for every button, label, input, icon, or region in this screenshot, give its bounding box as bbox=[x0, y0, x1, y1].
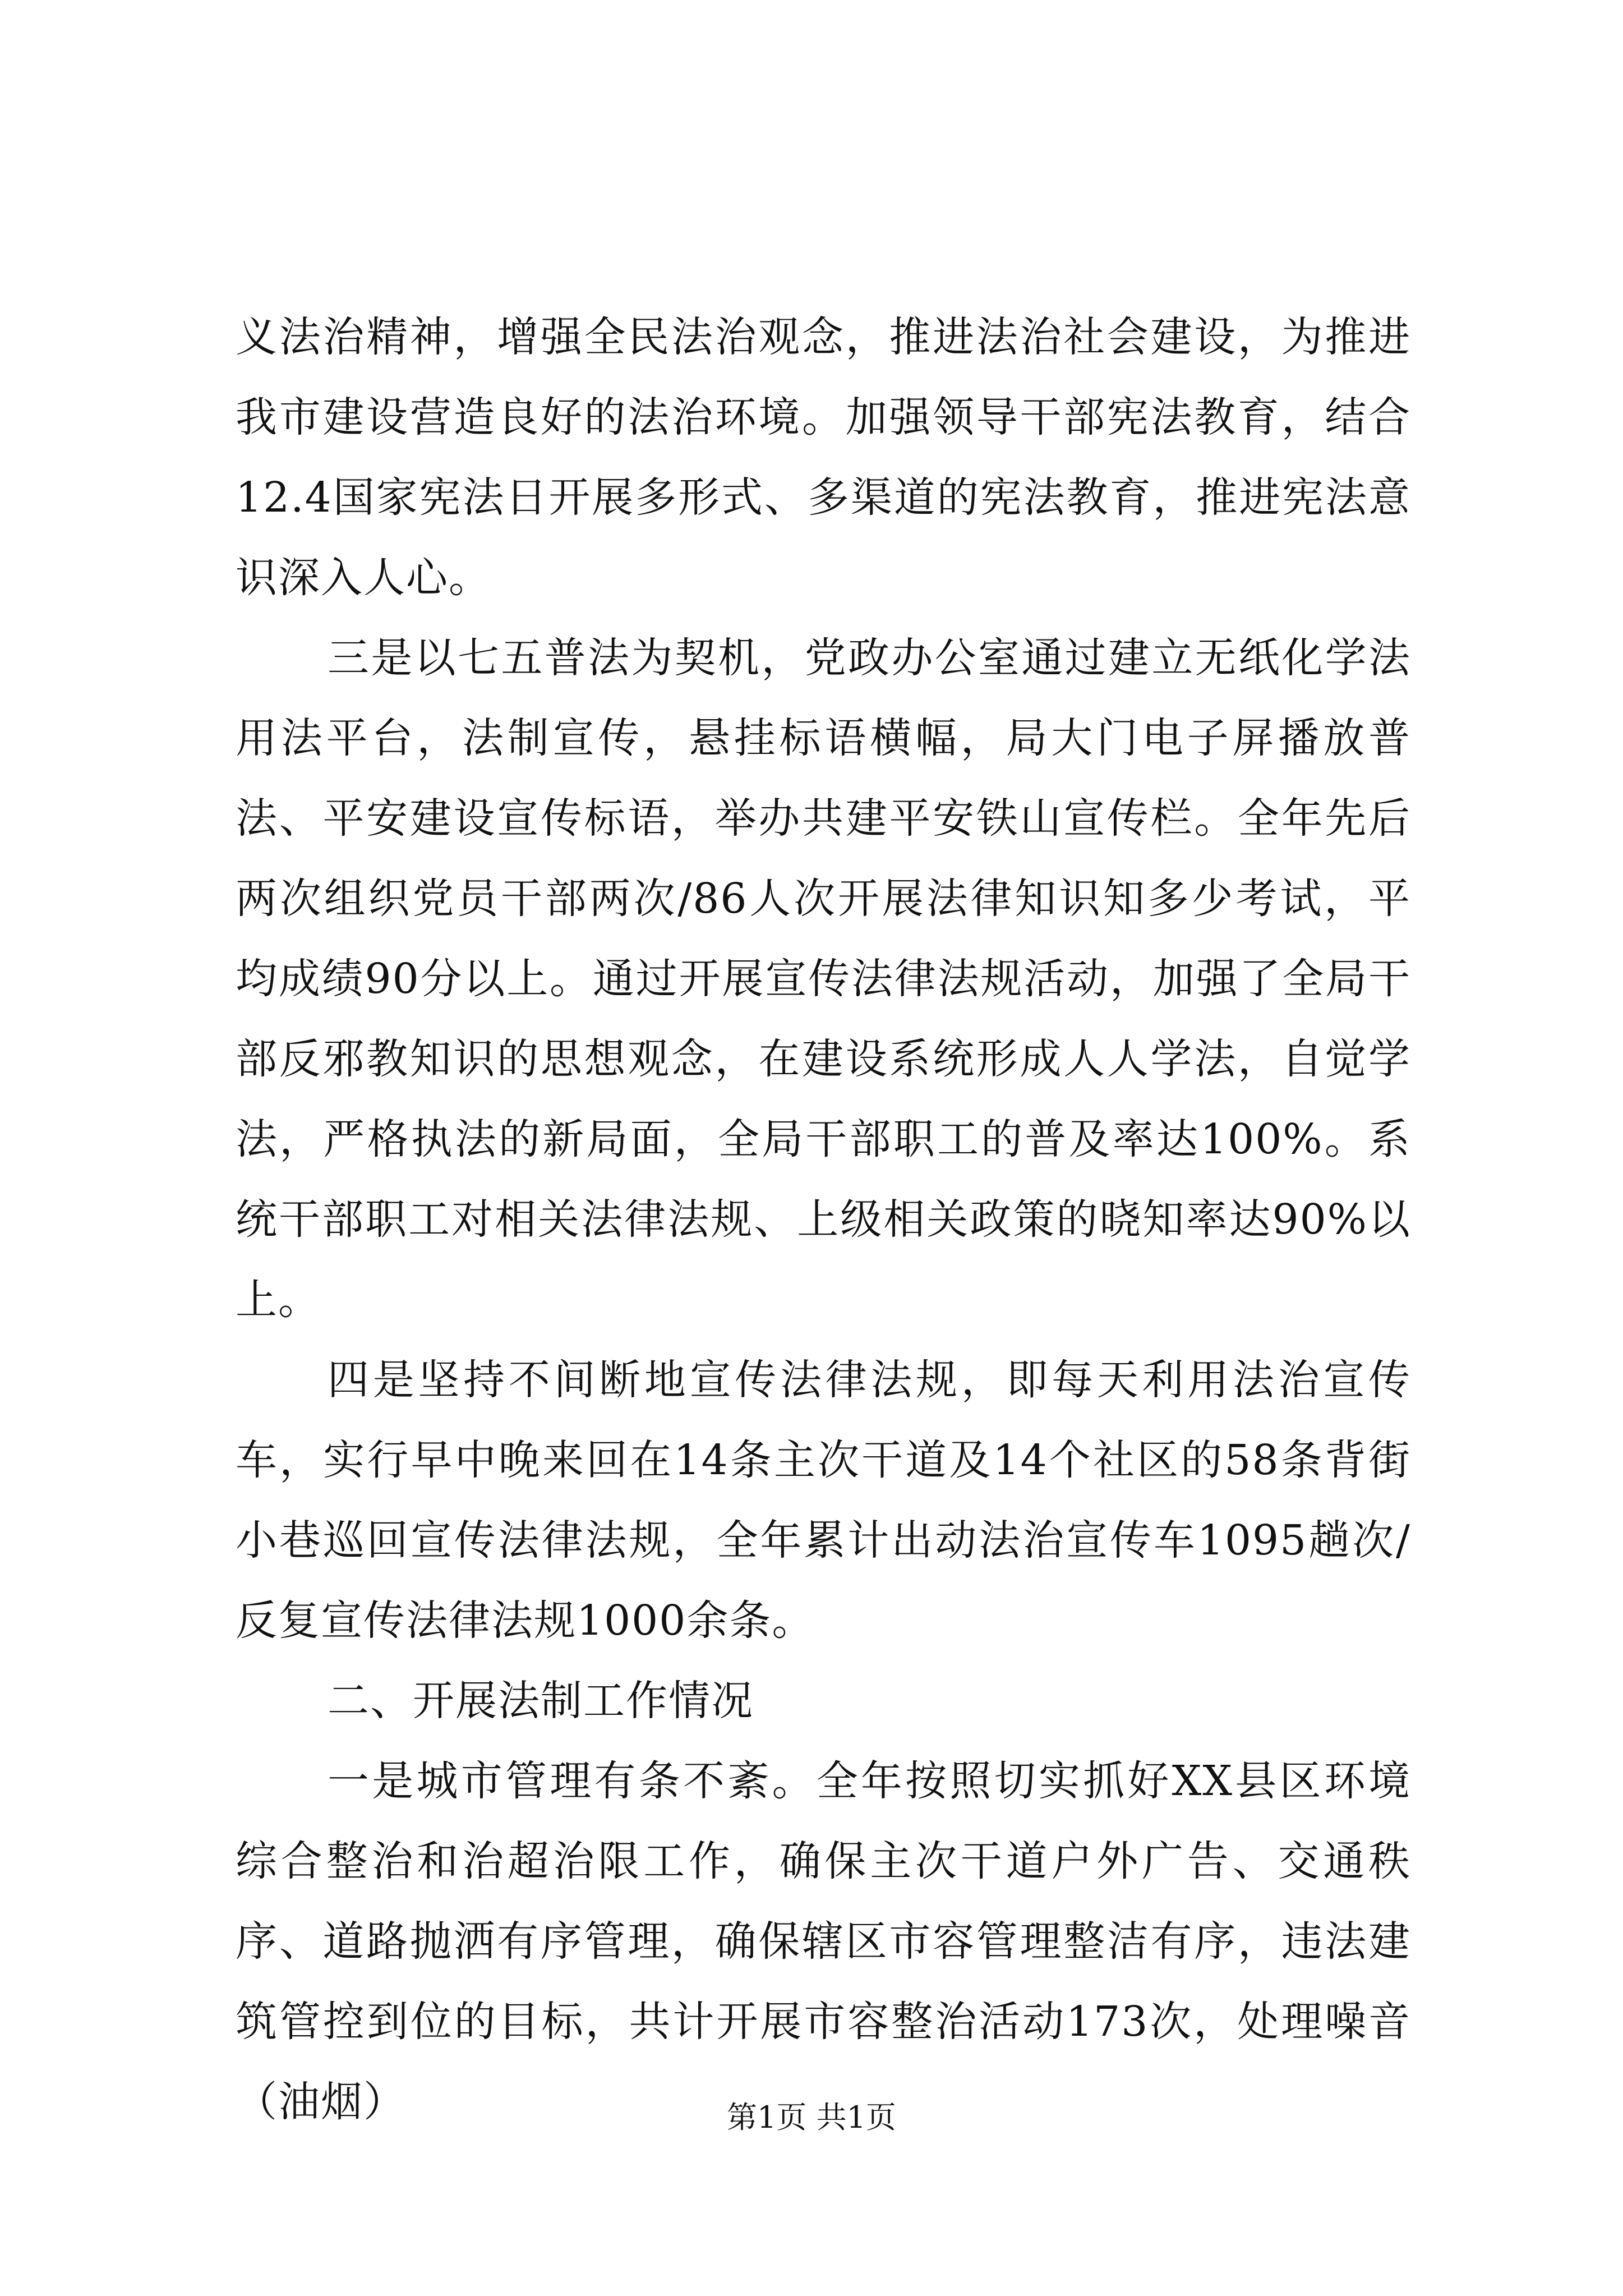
document-body bbox=[236, 297, 1411, 2142]
paragraph-item-one: 一是城市管理有条不紊。全年按照切实抓好XX县区环境综合整治和治超治限工作，确保主次干道户外广告、交通秩序、道路抛洒有序管理，确保辖区市容管理整洁有序，违法建筑管控到位的目标，共计开展市容整治活动173次，处理噪音（油烟） bbox=[236, 1757, 1411, 2126]
paragraph-item-four: 四是坚持不间断地宣传法律法规，即每天利用法治宣传车，实行早中晚来回在14条主次干道及14个社区的58条背街小巷巡回宣传法律法规，全年累计出动法治宣传车1095趟次/反复宣传法律法规1000余条。 bbox=[236, 1356, 1411, 1645]
page-footer: 第1页 共1页 bbox=[727, 2100, 896, 2135]
paragraph-continuation: 义法治精神，增强全民法治观念，推进法治社会建设，为推进我市建设营造良好的法治环境。加强领导干部宪法教育，结合12.4国家宪法日开展多形式、多渠道的宪法教育，推进宪法意识深入人心。 bbox=[236, 313, 1411, 602]
section-heading: 二、开展法制工作情况 bbox=[328, 1677, 754, 1725]
paragraph-item-three: 三是以七五普法为契机，党政办公室通过建立无纸化学法用法平台，法制宣传，悬挂标语横幅，局大门电子屏播放普法、平安建设宣传标语，举办共建平安铁山宣传栏。全年先后两次组织党员干部两次/86人次开展法律知识知多少考试，平均成绩90分以上。通过开展宣传法律法规活动，加强了全局干部反邪教知识的思想观念，在建设系统形成人人学法，自觉学法，严格执法的新局面，全局干部职工的普及率达100%。系统干部职工对相关法律法规、上级相关政策的晓知率达90%以上。 bbox=[236, 634, 1411, 1324]
